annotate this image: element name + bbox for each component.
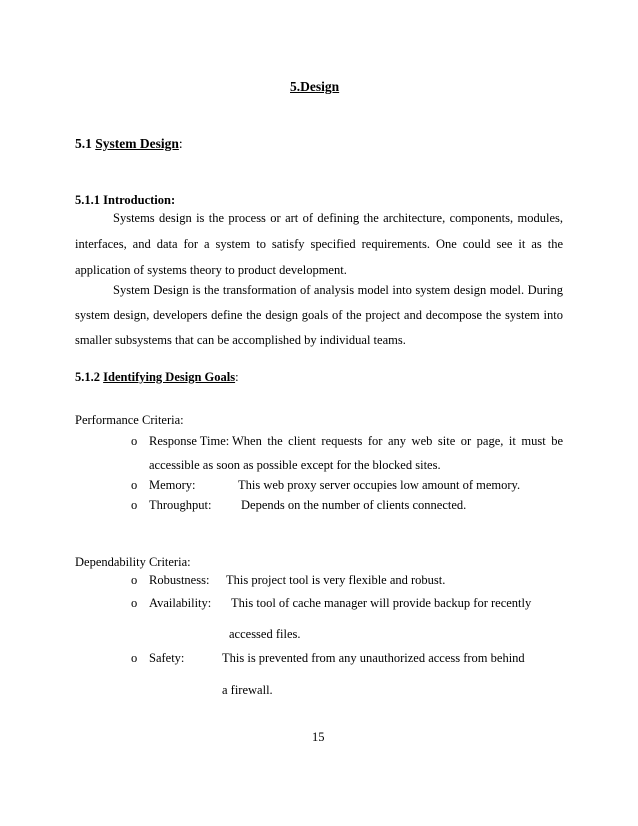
intro-p1-line2: interfaces, and data for a system to satisfy specified requirements. One could see it as the (75, 237, 563, 251)
goals-suffix: : (235, 370, 239, 384)
goals-title: Identifying Design Goals (103, 370, 236, 384)
intro-p1-line3: application of systems theory to product development. (75, 263, 347, 277)
throughput-desc: Depends on the number of clients connected. (241, 498, 467, 512)
intro-p1-line1: Systems design is the process or art of defining the architecture, components, modules, (113, 211, 563, 225)
bullet-marker: o (131, 651, 138, 665)
intro-p2-line2: system design, developers define the design goals of the project and decompose the system into (75, 308, 563, 322)
memory-desc: This web proxy server occupies low amount of memory. (238, 478, 521, 492)
performance-label: Performance Criteria: (75, 413, 184, 427)
goals-number: 5.1.2 (75, 370, 100, 384)
section-title: System Design (95, 136, 179, 151)
bullet-marker: o (131, 596, 138, 610)
robustness-term: Robustness: (149, 573, 210, 587)
dependability-label: Dependability Criteria: (75, 555, 191, 569)
bullet-marker: o (131, 498, 138, 512)
robustness-desc: This project tool is very flexible and robust. (226, 573, 446, 587)
availability-cont: accessed files. (229, 627, 301, 641)
response-time-cont: accessible as soon as possible except for the blocked sites. (149, 458, 441, 472)
page-number: 15 (312, 730, 325, 744)
section-suffix: : (178, 136, 183, 151)
intro-p2-line1: System Design is the transformation of analysis model into system design model. During (113, 283, 563, 297)
bullet-marker: o (131, 478, 138, 492)
section-heading (75, 136, 183, 152)
availability-term: Availability: (149, 596, 212, 610)
page-title: 5.Design (290, 79, 340, 94)
section-number: 5.1 (75, 136, 92, 151)
bullet-marker: o (131, 434, 138, 448)
goals-heading (75, 370, 239, 385)
response-time-term: Response Time: (149, 434, 230, 448)
intro-heading: 5.1.1 Introduction: (75, 193, 176, 207)
safety-desc: This is prevented from any unauthorized access from behind (222, 651, 525, 665)
bullet-marker: o (131, 573, 138, 587)
throughput-term: Throughput: (149, 498, 212, 512)
intro-p2-line3: smaller subsystems that can be accomplished by individual teams. (75, 333, 406, 347)
availability-desc: This tool of cache manager will provide backup for recently (231, 596, 532, 610)
safety-term: Safety: (149, 651, 185, 665)
response-time-desc: When the client requests for any web site or page, it must be (232, 434, 563, 448)
memory-term: Memory: (149, 478, 196, 492)
safety-cont: a firewall. (222, 683, 273, 697)
